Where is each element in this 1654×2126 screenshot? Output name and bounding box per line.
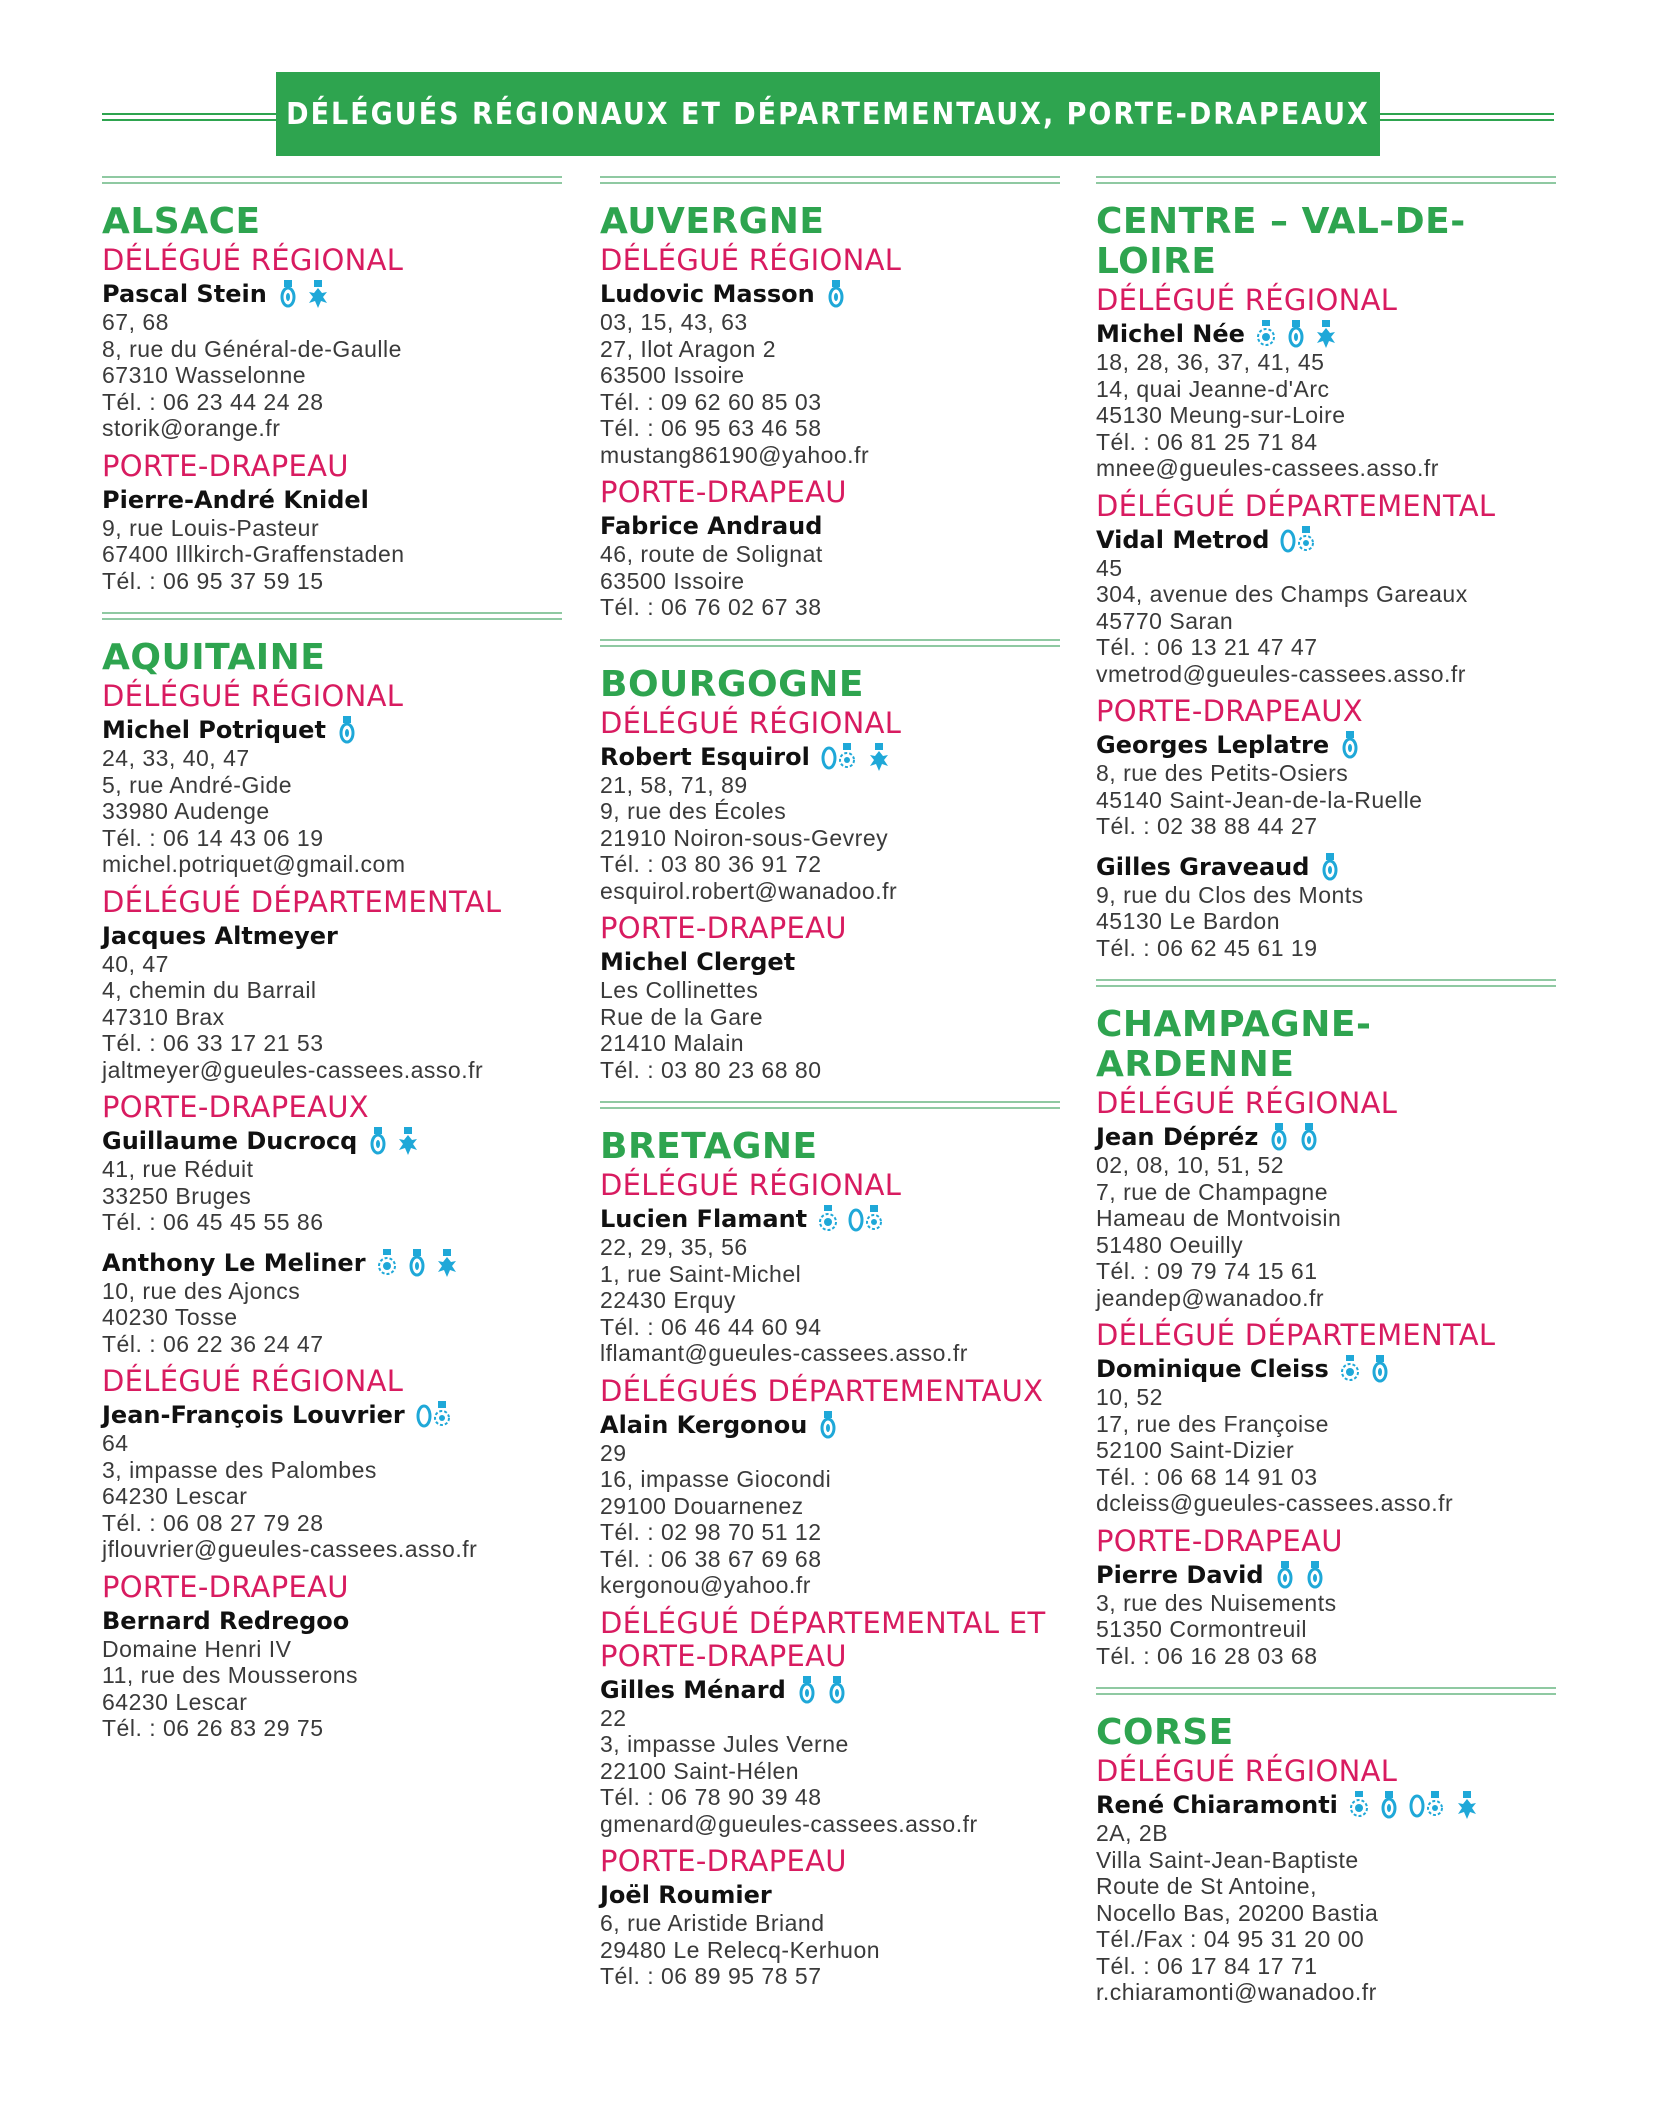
person-name bbox=[600, 1204, 1060, 1234]
person-name-text: Robert Esquirol bbox=[600, 742, 810, 771]
medal-icon bbox=[796, 1675, 818, 1705]
person-name-text: Jean-François Louvrier bbox=[102, 1401, 405, 1429]
star-medal-icon bbox=[817, 1204, 839, 1234]
cross-icon bbox=[1315, 319, 1337, 349]
person-name-text: Georges Leplatre bbox=[1096, 731, 1330, 759]
decoration-icons bbox=[336, 715, 358, 745]
person-name-text: Gilles Graveaud bbox=[1096, 852, 1310, 881]
role-heading: DÉLÉGUÉ RÉGIONAL bbox=[1096, 1086, 1398, 1120]
star-medal-icon bbox=[376, 1248, 398, 1278]
contact-line: Tél. : 02 38 88 44 27 bbox=[1096, 813, 1318, 839]
person-name bbox=[102, 921, 562, 951]
contact-line: 63500 Issoire bbox=[600, 362, 745, 388]
contact-line: Route de St Antoine, bbox=[1096, 1873, 1317, 1899]
region-divider bbox=[1096, 979, 1556, 987]
contact-line: 29100 Douarnenez bbox=[600, 1492, 804, 1519]
contact-line: Nocello Bas, 20200 Bastia bbox=[1096, 1899, 1379, 1926]
contact-line: 02, 08, 10, 51, 52 bbox=[1096, 1152, 1285, 1178]
star-medal-icon bbox=[1339, 1354, 1361, 1384]
person-name-text: Michel Clerget bbox=[600, 948, 796, 976]
contact-line: Tél. : 06 62 45 61 19 bbox=[1096, 934, 1318, 961]
cross-icon bbox=[307, 279, 329, 309]
contact-line: Tél. : 06 68 14 91 03 bbox=[1096, 1463, 1318, 1490]
contact-line: 67, 68 bbox=[102, 309, 169, 335]
person-name-text: Anthony Le Meliner bbox=[102, 1248, 366, 1277]
person-name bbox=[102, 1400, 562, 1430]
star-medal-icon bbox=[1255, 319, 1277, 349]
person-name-text: Guillaume Ducrocq bbox=[102, 1127, 358, 1155]
region-divider bbox=[102, 612, 562, 620]
region-divider bbox=[600, 1101, 1060, 1109]
contact-line: 45140 Saint-Jean-de-la-Ruelle bbox=[1096, 786, 1423, 813]
cross-icon bbox=[868, 742, 890, 772]
person-name-text: Alain Kergonou bbox=[600, 1410, 808, 1439]
role-heading: DÉLÉGUÉ RÉGIONAL bbox=[1096, 1754, 1398, 1788]
column-1 bbox=[102, 176, 562, 1760]
contact-line: 9, rue des Écoles bbox=[600, 798, 787, 824]
contact-line: Tél. : 06 23 44 24 28 bbox=[102, 388, 324, 415]
contact-line: Tél. : 06 45 45 55 86 bbox=[102, 1209, 324, 1235]
contact-line: Tél. : 06 08 27 79 28 bbox=[102, 1509, 324, 1536]
decoration-icons bbox=[1268, 1122, 1320, 1152]
ring-medal-icon bbox=[415, 1400, 455, 1430]
contact-line: Rue de la Gare bbox=[600, 1003, 763, 1030]
decoration-icons bbox=[817, 1204, 887, 1234]
contact-line: 18, 28, 36, 37, 41, 45 bbox=[1096, 349, 1325, 375]
contact-line: 22 bbox=[600, 1704, 627, 1731]
role-heading: PORTE-DRAPEAU bbox=[600, 475, 847, 509]
person-name-text: Vidal Metrod bbox=[1096, 525, 1270, 554]
contact-line: 45130 Le Bardon bbox=[1096, 908, 1280, 934]
person-name-text: Pascal Stein bbox=[102, 280, 267, 308]
medal-icon bbox=[367, 1126, 389, 1156]
medal-icon bbox=[1285, 319, 1307, 349]
medal-icon bbox=[406, 1248, 428, 1278]
cross-icon bbox=[1456, 1790, 1478, 1820]
person-name bbox=[1096, 319, 1556, 349]
decoration-icons bbox=[1339, 730, 1361, 760]
decoration-icons bbox=[277, 279, 329, 309]
contact-line: 22430 Erquy bbox=[600, 1287, 736, 1313]
contact-line: 29 bbox=[600, 1439, 627, 1466]
star-medal-icon bbox=[1348, 1790, 1370, 1820]
medal-icon bbox=[825, 279, 847, 309]
decoration-icons bbox=[817, 1410, 839, 1440]
contact-line: 16, impasse Giocondi bbox=[600, 1466, 832, 1492]
contact-line: 33250 Bruges bbox=[102, 1182, 252, 1209]
contact-line: 47310 Brax bbox=[102, 1003, 225, 1030]
contact-line: 45770 Saran bbox=[1096, 607, 1234, 634]
person-name bbox=[1096, 852, 1556, 882]
decoration-icons bbox=[415, 1400, 455, 1430]
region-section bbox=[1096, 1687, 1556, 2006]
contact-line: 6, rue Aristide Briand bbox=[600, 1910, 825, 1936]
contact-line: Tél. : 06 33 17 21 53 bbox=[102, 1030, 324, 1056]
email-address: gmenard@gueules-cassees.asso.fr bbox=[600, 1810, 978, 1837]
contact-line: 51350 Cormontreuil bbox=[1096, 1616, 1308, 1642]
contact-line: 3, impasse Jules Verne bbox=[600, 1731, 849, 1757]
contact-line: 27, Ilot Aragon 2 bbox=[600, 335, 777, 362]
contact-line: 17, rue des Françoise bbox=[1096, 1410, 1329, 1437]
person-name bbox=[600, 279, 1060, 309]
email-address: storik@orange.fr bbox=[102, 415, 281, 441]
email-address: vmetrod@gueules-cassees.asso.fr bbox=[1096, 660, 1466, 687]
contact-line: 52100 Saint-Dizier bbox=[1096, 1437, 1295, 1463]
region-section bbox=[600, 639, 1060, 1084]
person-name bbox=[600, 1880, 1060, 1910]
person-name bbox=[1096, 1122, 1556, 1152]
person-name-text: Fabrice Andraud bbox=[600, 512, 823, 540]
person-name bbox=[102, 1126, 562, 1156]
role-heading: PORTE-DRAPEAU bbox=[600, 1844, 847, 1878]
role-heading: DÉLÉGUÉS DÉPARTEMENTAUX bbox=[600, 1373, 1044, 1408]
contact-line: 9, rue Louis-Pasteur bbox=[102, 514, 320, 541]
email-address: r.chiaramonti@wanadoo.fr bbox=[1096, 1979, 1377, 2005]
contact-line: 64 bbox=[102, 1430, 129, 1456]
contact-line: 46, route de Solignat bbox=[600, 541, 823, 567]
person-name-text: René Chiaramonti bbox=[1096, 1791, 1338, 1819]
contact-line: Tél. : 06 38 67 69 68 bbox=[600, 1545, 822, 1572]
decoration-icons bbox=[1319, 852, 1341, 882]
region-section bbox=[1096, 176, 1556, 961]
region-title: BOURGOGNE bbox=[600, 663, 864, 705]
person-name bbox=[102, 1248, 562, 1278]
role-heading: DÉLÉGUÉ DÉPARTEMENTAL bbox=[1096, 488, 1496, 523]
person-name bbox=[102, 485, 562, 515]
contact-line: 63500 Issoire bbox=[600, 567, 745, 594]
person-name bbox=[102, 715, 562, 745]
email-address: mustang86190@yahoo.fr bbox=[600, 441, 870, 468]
medal-icon bbox=[1274, 1560, 1296, 1590]
person-name bbox=[1096, 1790, 1556, 1820]
person-name-text: Ludovic Masson bbox=[600, 280, 815, 308]
person-name bbox=[1096, 1560, 1556, 1590]
contact-line: 22100 Saint-Hélen bbox=[600, 1757, 800, 1784]
region-title: CORSE bbox=[1096, 1712, 1234, 1753]
decoration-icons bbox=[1339, 1354, 1391, 1384]
contact-line: 11, rue des Mousserons bbox=[102, 1662, 359, 1688]
contact-line: 64230 Lescar bbox=[102, 1688, 248, 1715]
contact-line: 22, 29, 35, 56 bbox=[600, 1234, 748, 1260]
decoration-icons bbox=[796, 1675, 848, 1705]
decoration-icons bbox=[1255, 319, 1337, 349]
medal-icon bbox=[1304, 1560, 1326, 1590]
region-title: BRETAGNE bbox=[600, 1126, 818, 1167]
region-section bbox=[1096, 979, 1556, 1669]
decoration-icons bbox=[820, 742, 890, 772]
person-name-text: Bernard Redregoo bbox=[102, 1606, 350, 1635]
decoration-icons bbox=[1274, 1560, 1326, 1590]
contact-line: Tél. : 02 98 70 51 12 bbox=[600, 1519, 822, 1545]
person-name bbox=[600, 1410, 1060, 1440]
contact-line: Tél. : 06 26 83 29 75 bbox=[102, 1715, 324, 1741]
contact-line: 21410 Malain bbox=[600, 1030, 745, 1056]
role-heading: DÉLÉGUÉ DÉPARTEMENTAL bbox=[1096, 1318, 1496, 1352]
role-heading: PORTE-DRAPEAU bbox=[600, 911, 847, 945]
contact-line: 7, rue de Champagne bbox=[1096, 1178, 1328, 1205]
contact-line: 3, impasse des Palombes bbox=[102, 1456, 377, 1483]
region-divider bbox=[600, 639, 1060, 647]
medal-icon bbox=[826, 1675, 848, 1705]
contact-line: Domaine Henri IV bbox=[102, 1635, 292, 1662]
contact-line: 40230 Tosse bbox=[102, 1304, 238, 1330]
region-divider bbox=[1096, 1687, 1556, 1695]
contact-line: Villa Saint-Jean-Baptiste bbox=[1096, 1846, 1359, 1873]
email-address: dcleiss@gueules-cassees.asso.fr bbox=[1096, 1490, 1454, 1516]
decoration-icons bbox=[376, 1248, 458, 1278]
role-heading: PORTE-DRAPEAU bbox=[1096, 1523, 1343, 1558]
role-heading: PORTE-DRAPEAU bbox=[102, 448, 349, 483]
contact-line: 40, 47 bbox=[102, 950, 169, 977]
contact-line: 03, 15, 43, 63 bbox=[600, 309, 748, 335]
region-title: ALSACE bbox=[102, 201, 261, 242]
person-name-text: Gilles Ménard bbox=[600, 1675, 786, 1704]
contact-line: 4, chemin du Barrail bbox=[102, 977, 317, 1003]
region-divider bbox=[600, 176, 1060, 184]
contact-line: Tél. : 03 80 23 68 80 bbox=[600, 1056, 822, 1083]
contact-line: 45 bbox=[1096, 554, 1123, 581]
page-title: DÉLÉGUÉS RÉGIONAUX ET DÉPARTEMENTAUX, PORTE-DRAPEAUX bbox=[276, 72, 1380, 156]
person-name-text: Michel Née bbox=[1096, 320, 1245, 348]
contact-line: Tél. : 06 22 36 24 47 bbox=[102, 1330, 324, 1357]
contact-line: 1, rue Saint-Michel bbox=[600, 1260, 802, 1287]
email-address: jeandep@wanadoo.fr bbox=[1096, 1284, 1325, 1311]
contact-line: 3, rue des Nuisements bbox=[1096, 1589, 1337, 1616]
contact-line: 8, rue des Petits-Osiers bbox=[1096, 760, 1349, 786]
region-section bbox=[600, 176, 1060, 621]
cross-icon bbox=[397, 1126, 419, 1156]
cross-icon bbox=[436, 1248, 458, 1278]
medal-icon bbox=[1369, 1354, 1391, 1384]
person-name bbox=[600, 742, 1060, 772]
region-divider bbox=[102, 176, 562, 184]
contact-line: Hameau de Montvoisin bbox=[1096, 1205, 1342, 1231]
region-section bbox=[102, 176, 562, 594]
role-heading: DÉLÉGUÉ RÉGIONAL bbox=[600, 1168, 902, 1202]
person-name bbox=[102, 1606, 562, 1636]
email-address: jaltmeyer@gueules-cassees.asso.fr bbox=[102, 1056, 484, 1083]
contact-line: Tél. : 06 14 43 06 19 bbox=[102, 824, 324, 851]
role-heading: PORTE-DRAPEAUX bbox=[102, 1090, 369, 1124]
contact-line: Tél. : 06 16 28 03 68 bbox=[1096, 1642, 1318, 1669]
role-heading: PORTE-DRAPEAU bbox=[102, 1569, 349, 1604]
person-name bbox=[1096, 730, 1556, 760]
contact-line: 14, quai Jeanne-d'Arc bbox=[1096, 375, 1330, 402]
decoration-icons bbox=[367, 1126, 419, 1156]
role-heading: DÉLÉGUÉ DÉPARTEMENTAL bbox=[102, 884, 502, 919]
email-address: esquirol.robert@wanadoo.fr bbox=[600, 877, 898, 904]
contact-line: Tél. : 06 78 90 39 48 bbox=[600, 1784, 822, 1810]
contact-line: 24, 33, 40, 47 bbox=[102, 745, 250, 771]
contact-line: 51480 Oeuilly bbox=[1096, 1231, 1244, 1258]
medal-icon bbox=[1339, 730, 1361, 760]
medal-icon bbox=[336, 715, 358, 745]
person-name-text: Dominique Cleiss bbox=[1096, 1355, 1329, 1383]
medal-icon bbox=[817, 1410, 839, 1440]
person-name-text: Joël Roumier bbox=[600, 1881, 772, 1909]
role-heading: PORTE-DRAPEAUX bbox=[1096, 694, 1363, 728]
contact-line: Tél. : 09 62 60 85 03 bbox=[600, 388, 822, 415]
person-name-text: Pierre-André Knidel bbox=[102, 485, 369, 514]
contact-line: 41, rue Réduit bbox=[102, 1156, 254, 1182]
role-heading: DÉLÉGUÉ RÉGIONAL bbox=[102, 1364, 404, 1398]
email-address: michel.potriquet@gmail.com bbox=[102, 851, 406, 877]
person-name-text: Pierre David bbox=[1096, 1560, 1264, 1589]
decoration-icons bbox=[825, 279, 847, 309]
contact-line: 29480 Le Relecq-Kerhuon bbox=[600, 1936, 881, 1963]
person-name-text: Michel Potriquet bbox=[102, 716, 326, 744]
person-name bbox=[600, 1675, 1060, 1705]
contact-line: 67310 Wasselonne bbox=[102, 362, 307, 388]
person-name bbox=[600, 511, 1060, 541]
role-heading: DÉLÉGUÉ RÉGIONAL bbox=[1096, 283, 1398, 317]
contact-line: Tél. : 06 95 37 59 15 bbox=[102, 567, 324, 594]
contact-line: Tél. : 06 76 02 67 38 bbox=[600, 594, 822, 620]
role-heading: DÉLÉGUÉ RÉGIONAL bbox=[600, 243, 902, 277]
region-title: CHAMPAGNE-ARDENNE bbox=[1096, 1004, 1372, 1085]
ring-medal-icon bbox=[820, 742, 860, 772]
ring-medal-icon bbox=[1408, 1790, 1448, 1820]
decoration-icons bbox=[1279, 525, 1319, 555]
contact-line: Les Collinettes bbox=[600, 977, 759, 1003]
column-3 bbox=[1096, 176, 1556, 2024]
column-2 bbox=[600, 176, 1060, 2008]
person-name bbox=[102, 279, 562, 309]
region-section bbox=[600, 1101, 1060, 1990]
role-heading: DÉLÉGUÉ DÉPARTEMENTAL ET PORTE-DRAPEAU bbox=[600, 1605, 1046, 1673]
role-heading: DÉLÉGUÉ RÉGIONAL bbox=[102, 679, 404, 713]
contact-line: 304, avenue des Champs Gareaux bbox=[1096, 581, 1468, 607]
person-name-text: Lucien Flamant bbox=[600, 1205, 808, 1233]
region-title: AQUITAINE bbox=[102, 637, 326, 678]
contact-line: 8, rue du Général-de-Gaulle bbox=[102, 335, 402, 362]
contact-line: Tél./Fax : 04 95 31 20 00 bbox=[1096, 1926, 1365, 1952]
contact-line: 10, rue des Ajoncs bbox=[102, 1277, 301, 1304]
person-name bbox=[1096, 1354, 1556, 1384]
person-name-text: Jacques Altmeyer bbox=[102, 921, 338, 950]
contact-line: 21910 Noiron-sous-Gevrey bbox=[600, 824, 889, 851]
contact-line: 21, 58, 71, 89 bbox=[600, 771, 748, 798]
region-title: CENTRE – VAL-DE-LOIRE bbox=[1096, 201, 1466, 282]
contact-line: Tél. : 06 17 84 17 71 bbox=[1096, 1952, 1318, 1979]
medal-icon bbox=[1298, 1122, 1320, 1152]
decoration-icons bbox=[1348, 1790, 1478, 1820]
email-address: mnee@gueules-cassees.asso.fr bbox=[1096, 455, 1439, 481]
email-address: jflouvrier@gueules-cassees.asso.fr bbox=[102, 1536, 478, 1562]
medal-icon bbox=[1378, 1790, 1400, 1820]
contact-line: Tél. : 06 46 44 60 94 bbox=[600, 1313, 822, 1340]
ring-medal-icon bbox=[847, 1204, 887, 1234]
medal-icon bbox=[1319, 852, 1341, 882]
contact-line: 2A, 2B bbox=[1096, 1820, 1169, 1846]
contact-line: Tél. : 06 81 25 71 84 bbox=[1096, 428, 1318, 455]
contact-line: 67400 Illkirch-Graffenstaden bbox=[102, 541, 405, 567]
region-section bbox=[102, 612, 562, 1742]
medal-icon bbox=[1268, 1122, 1290, 1152]
ring-medal-icon bbox=[1279, 525, 1319, 555]
contact-line: 45130 Meung-sur-Loire bbox=[1096, 402, 1346, 428]
email-address: kergonou@yahoo.fr bbox=[600, 1572, 811, 1598]
medal-icon bbox=[277, 279, 299, 309]
contact-line: 33980 Audenge bbox=[102, 798, 270, 824]
email-address: lflamant@gueules-cassees.asso.fr bbox=[600, 1340, 968, 1366]
person-name bbox=[600, 947, 1060, 977]
contact-line: 5, rue André-Gide bbox=[102, 771, 293, 798]
contact-line: Tél. : 06 13 21 47 47 bbox=[1096, 634, 1318, 660]
person-name-text: Jean Dépréz bbox=[1096, 1123, 1259, 1151]
region-divider bbox=[1096, 176, 1556, 184]
region-title: AUVERGNE bbox=[600, 201, 825, 242]
role-heading: DÉLÉGUÉ RÉGIONAL bbox=[600, 705, 902, 740]
contact-line: Tél. : 03 80 36 91 72 bbox=[600, 851, 822, 877]
contact-line: Tél. : 06 95 63 46 58 bbox=[600, 415, 822, 441]
contact-line: 64230 Lescar bbox=[102, 1483, 248, 1509]
contact-line: 10, 52 bbox=[1096, 1384, 1163, 1410]
contact-line: Tél. : 09 79 74 15 61 bbox=[1096, 1258, 1318, 1284]
contact-line: Tél. : 06 89 95 78 57 bbox=[600, 1963, 822, 1989]
contact-line: 9, rue du Clos des Monts bbox=[1096, 881, 1364, 908]
person-name bbox=[1096, 525, 1556, 555]
role-heading: DÉLÉGUÉ RÉGIONAL bbox=[102, 243, 404, 277]
